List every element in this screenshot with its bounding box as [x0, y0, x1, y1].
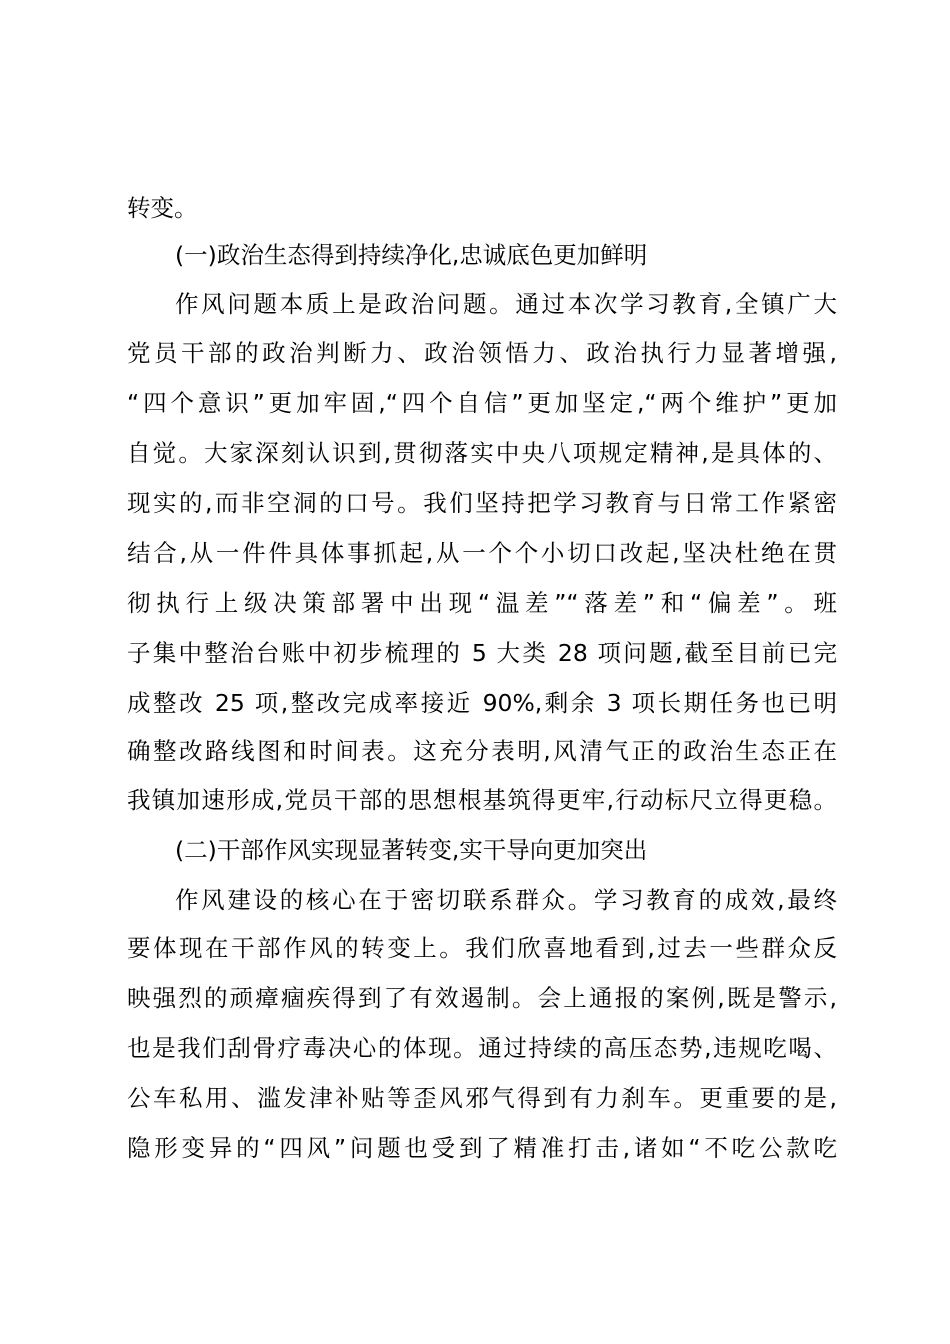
paragraph-line: 自觉。大家深刻认识到,贯彻落实中央八项规定精神,是具体的、 [127, 439, 837, 467]
paragraph-line: “四个意识”更加牢固,“四个自信”更加坚定,“两个维护”更加 [127, 389, 837, 417]
paragraph-line: 结合,从一件件具体事抓起,从一个个小切口改起,坚决杜绝在贯 [127, 539, 837, 567]
paragraph-line: 也是我们刮骨疗毒决心的体现。通过持续的高压态势,违规吃喝、 [127, 1034, 837, 1062]
paragraph-line: 党员干部的政治判断力、政治领悟力、政治执行力显著增强, [127, 339, 837, 367]
paragraph-line: 我镇加速形成,党员干部的思想根基筑得更牢,行动标尺立得更稳。 [127, 786, 837, 814]
section-heading-1: (一)政治生态得到持续净化,忠诚底色更加鲜明 [175, 241, 648, 269]
paragraph-line: 要体现在干部作风的转变上。我们欣喜地看到,过去一些群众反 [127, 934, 837, 962]
paragraph-line: 成整改 25 项,整改完成率接近 90%,剩余 3 项长期任务也已明 [127, 689, 837, 717]
section-heading-2: (二)干部作风实现显著转变,实干导向更加突出 [175, 836, 648, 864]
paragraph-line: 子集中整治台账中初步梳理的 5 大类 28 项问题,截至目前已完 [127, 639, 837, 667]
paragraph-line: 确整改路线图和时间表。这充分表明,风清气正的政治生态正在 [127, 737, 837, 765]
paragraph-line: 隐形变异的“四风”问题也受到了精准打击,诸如“不吃公款吃 [127, 1134, 837, 1162]
text-line-ending: 转变。 [127, 194, 198, 222]
paragraph-line: 作风建设的核心在于密切联系群众。学习教育的成效,最终 [175, 886, 837, 914]
paragraph-line: 公车私用、滥发津补贴等歪风邪气得到有力刹车。更重要的是, [127, 1084, 837, 1112]
paragraph-line: 作风问题本质上是政治问题。通过本次学习教育,全镇广大 [175, 290, 837, 318]
paragraph-line: 映强烈的顽瘴痼疾得到了有效遏制。会上通报的案例,既是警示, [127, 984, 837, 1012]
paragraph-line: 现实的,而非空洞的口号。我们坚持把学习教育与日常工作紧密 [127, 489, 837, 517]
paragraph-line: 彻执行上级决策部署中出现“温差”“落差”和“偏差”。班 [127, 589, 837, 617]
